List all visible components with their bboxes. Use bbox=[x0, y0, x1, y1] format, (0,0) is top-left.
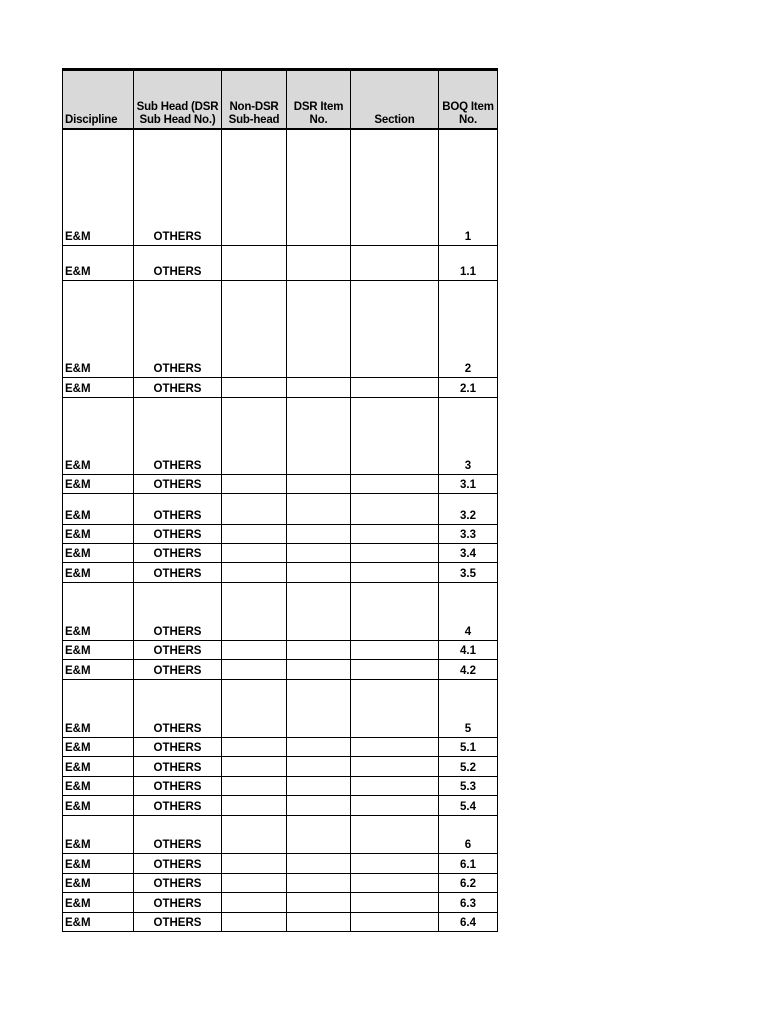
cell-dsr-item bbox=[287, 582, 351, 640]
cell-non-dsr bbox=[222, 892, 287, 912]
cell-boq-item: 6.4 bbox=[439, 912, 498, 931]
cell-boq-item: 4.1 bbox=[439, 640, 498, 659]
cell-discipline: E&M bbox=[63, 474, 134, 493]
cell-dsr-item bbox=[287, 493, 351, 524]
cell-discipline: E&M bbox=[63, 912, 134, 931]
table-row bbox=[63, 640, 498, 659]
cell-boq-item: 4 bbox=[439, 582, 498, 640]
cell-dsr-item bbox=[287, 474, 351, 493]
cell-dsr-item bbox=[287, 873, 351, 892]
cell-non-dsr bbox=[222, 582, 287, 640]
cell-dsr-item bbox=[287, 280, 351, 377]
cell-non-dsr bbox=[222, 640, 287, 659]
cell-dsr-item bbox=[287, 679, 351, 737]
cell-dsr-item bbox=[287, 795, 351, 815]
cell-discipline: E&M bbox=[63, 562, 134, 582]
cell-non-dsr bbox=[222, 562, 287, 582]
cell-non-dsr bbox=[222, 795, 287, 815]
cell-non-dsr bbox=[222, 756, 287, 776]
cell-boq-item: 3.1 bbox=[439, 474, 498, 493]
boq-table bbox=[62, 68, 498, 932]
table-row bbox=[63, 659, 498, 679]
cell-section bbox=[351, 912, 439, 931]
table-row bbox=[63, 493, 498, 524]
cell-discipline: E&M bbox=[63, 853, 134, 873]
table-row bbox=[63, 756, 498, 776]
cell-section bbox=[351, 493, 439, 524]
cell-non-dsr bbox=[222, 853, 287, 873]
cell-dsr-item bbox=[287, 397, 351, 474]
cell-section bbox=[351, 543, 439, 562]
table-row bbox=[63, 892, 498, 912]
cell-discipline: E&M bbox=[63, 795, 134, 815]
cell-sub-head: OTHERS bbox=[134, 377, 222, 397]
table-row bbox=[63, 524, 498, 543]
cell-section bbox=[351, 776, 439, 795]
table-row bbox=[63, 245, 498, 280]
cell-boq-item: 1.1 bbox=[439, 245, 498, 280]
cell-non-dsr bbox=[222, 815, 287, 853]
cell-discipline: E&M bbox=[63, 737, 134, 756]
cell-section bbox=[351, 129, 439, 245]
header-dsr-item-no: DSR Item No. bbox=[287, 70, 351, 130]
cell-discipline: E&M bbox=[63, 815, 134, 853]
cell-non-dsr bbox=[222, 377, 287, 397]
cell-sub-head: OTHERS bbox=[134, 853, 222, 873]
cell-section bbox=[351, 562, 439, 582]
table-row bbox=[63, 912, 498, 931]
header-non-dsr-sub-head: Non-DSR Sub-head bbox=[222, 70, 287, 130]
cell-section bbox=[351, 524, 439, 543]
table-row bbox=[63, 815, 498, 853]
cell-sub-head: OTHERS bbox=[134, 474, 222, 493]
cell-boq-item: 5 bbox=[439, 679, 498, 737]
table-row bbox=[63, 377, 498, 397]
cell-sub-head: OTHERS bbox=[134, 756, 222, 776]
table-row bbox=[63, 582, 498, 640]
cell-discipline: E&M bbox=[63, 280, 134, 377]
cell-non-dsr bbox=[222, 737, 287, 756]
cell-non-dsr bbox=[222, 397, 287, 474]
cell-non-dsr bbox=[222, 280, 287, 377]
cell-sub-head: OTHERS bbox=[134, 892, 222, 912]
cell-sub-head: OTHERS bbox=[134, 245, 222, 280]
cell-discipline: E&M bbox=[63, 756, 134, 776]
cell-discipline: E&M bbox=[63, 659, 134, 679]
cell-section bbox=[351, 474, 439, 493]
cell-boq-item: 5.2 bbox=[439, 756, 498, 776]
cell-non-dsr bbox=[222, 679, 287, 737]
cell-dsr-item bbox=[287, 756, 351, 776]
cell-section bbox=[351, 737, 439, 756]
cell-non-dsr bbox=[222, 493, 287, 524]
cell-dsr-item bbox=[287, 776, 351, 795]
cell-sub-head: OTHERS bbox=[134, 640, 222, 659]
cell-dsr-item bbox=[287, 737, 351, 756]
table-row bbox=[63, 776, 498, 795]
cell-discipline: E&M bbox=[63, 493, 134, 524]
cell-section bbox=[351, 892, 439, 912]
cell-discipline: E&M bbox=[63, 129, 134, 245]
cell-discipline: E&M bbox=[63, 873, 134, 892]
cell-section bbox=[351, 659, 439, 679]
cell-sub-head: OTHERS bbox=[134, 582, 222, 640]
cell-sub-head: OTHERS bbox=[134, 815, 222, 853]
cell-discipline: E&M bbox=[63, 892, 134, 912]
cell-non-dsr bbox=[222, 524, 287, 543]
cell-boq-item: 5.1 bbox=[439, 737, 498, 756]
table-row bbox=[63, 795, 498, 815]
cell-boq-item: 3 bbox=[439, 397, 498, 474]
cell-non-dsr bbox=[222, 474, 287, 493]
boq-spreadsheet bbox=[62, 68, 498, 932]
cell-sub-head: OTHERS bbox=[134, 737, 222, 756]
table-row bbox=[63, 562, 498, 582]
table-row bbox=[63, 280, 498, 377]
cell-discipline: E&M bbox=[63, 397, 134, 474]
header-sub-head: Sub Head (DSR Sub Head No.) bbox=[134, 70, 222, 130]
cell-sub-head: OTHERS bbox=[134, 524, 222, 543]
cell-dsr-item bbox=[287, 892, 351, 912]
cell-boq-item: 5.4 bbox=[439, 795, 498, 815]
cell-boq-item: 3.4 bbox=[439, 543, 498, 562]
cell-discipline: E&M bbox=[63, 679, 134, 737]
cell-dsr-item bbox=[287, 543, 351, 562]
table-row bbox=[63, 474, 498, 493]
cell-non-dsr bbox=[222, 776, 287, 795]
cell-sub-head: OTHERS bbox=[134, 493, 222, 524]
cell-sub-head: OTHERS bbox=[134, 129, 222, 245]
header-section: Section bbox=[351, 70, 439, 130]
cell-sub-head: OTHERS bbox=[134, 795, 222, 815]
table-row bbox=[63, 397, 498, 474]
cell-boq-item: 4.2 bbox=[439, 659, 498, 679]
cell-sub-head: OTHERS bbox=[134, 562, 222, 582]
cell-boq-item: 1 bbox=[439, 129, 498, 245]
cell-non-dsr bbox=[222, 245, 287, 280]
header-boq-item-no: BOQ Item No. bbox=[439, 70, 498, 130]
cell-sub-head: OTHERS bbox=[134, 659, 222, 679]
cell-dsr-item bbox=[287, 815, 351, 853]
cell-dsr-item bbox=[287, 377, 351, 397]
cell-boq-item: 2 bbox=[439, 280, 498, 377]
cell-boq-item: 6.1 bbox=[439, 853, 498, 873]
cell-sub-head: OTHERS bbox=[134, 776, 222, 795]
cell-section bbox=[351, 756, 439, 776]
cell-sub-head: OTHERS bbox=[134, 397, 222, 474]
cell-boq-item: 3.2 bbox=[439, 493, 498, 524]
cell-non-dsr bbox=[222, 873, 287, 892]
header-discipline: Discipline bbox=[63, 70, 134, 130]
cell-section bbox=[351, 640, 439, 659]
cell-boq-item: 3.5 bbox=[439, 562, 498, 582]
cell-boq-item: 2.1 bbox=[439, 377, 498, 397]
table-row bbox=[63, 737, 498, 756]
cell-section bbox=[351, 679, 439, 737]
cell-sub-head: OTHERS bbox=[134, 280, 222, 377]
table-row bbox=[63, 129, 498, 245]
cell-section bbox=[351, 815, 439, 853]
cell-sub-head: OTHERS bbox=[134, 873, 222, 892]
table-row bbox=[63, 853, 498, 873]
cell-dsr-item bbox=[287, 245, 351, 280]
cell-discipline: E&M bbox=[63, 640, 134, 659]
cell-boq-item: 6.3 bbox=[439, 892, 498, 912]
cell-sub-head: OTHERS bbox=[134, 543, 222, 562]
cell-section bbox=[351, 795, 439, 815]
cell-dsr-item bbox=[287, 562, 351, 582]
header-row bbox=[63, 70, 498, 130]
cell-discipline: E&M bbox=[63, 582, 134, 640]
cell-section bbox=[351, 280, 439, 377]
cell-boq-item: 3.3 bbox=[439, 524, 498, 543]
cell-section bbox=[351, 397, 439, 474]
cell-discipline: E&M bbox=[63, 377, 134, 397]
cell-discipline: E&M bbox=[63, 245, 134, 280]
cell-discipline: E&M bbox=[63, 776, 134, 795]
cell-dsr-item bbox=[287, 129, 351, 245]
cell-boq-item: 5.3 bbox=[439, 776, 498, 795]
cell-discipline: E&M bbox=[63, 524, 134, 543]
cell-sub-head: OTHERS bbox=[134, 912, 222, 931]
cell-dsr-item bbox=[287, 659, 351, 679]
cell-section bbox=[351, 377, 439, 397]
cell-discipline: E&M bbox=[63, 543, 134, 562]
cell-dsr-item bbox=[287, 524, 351, 543]
cell-boq-item: 6.2 bbox=[439, 873, 498, 892]
cell-section bbox=[351, 853, 439, 873]
cell-dsr-item bbox=[287, 640, 351, 659]
table-row bbox=[63, 543, 498, 562]
cell-section bbox=[351, 582, 439, 640]
cell-boq-item: 6 bbox=[439, 815, 498, 853]
cell-dsr-item bbox=[287, 912, 351, 931]
cell-dsr-item bbox=[287, 853, 351, 873]
cell-non-dsr bbox=[222, 659, 287, 679]
cell-sub-head: OTHERS bbox=[134, 679, 222, 737]
cell-non-dsr bbox=[222, 129, 287, 245]
table-row bbox=[63, 679, 498, 737]
cell-non-dsr bbox=[222, 912, 287, 931]
cell-section bbox=[351, 873, 439, 892]
cell-non-dsr bbox=[222, 543, 287, 562]
cell-section bbox=[351, 245, 439, 280]
table-row bbox=[63, 873, 498, 892]
